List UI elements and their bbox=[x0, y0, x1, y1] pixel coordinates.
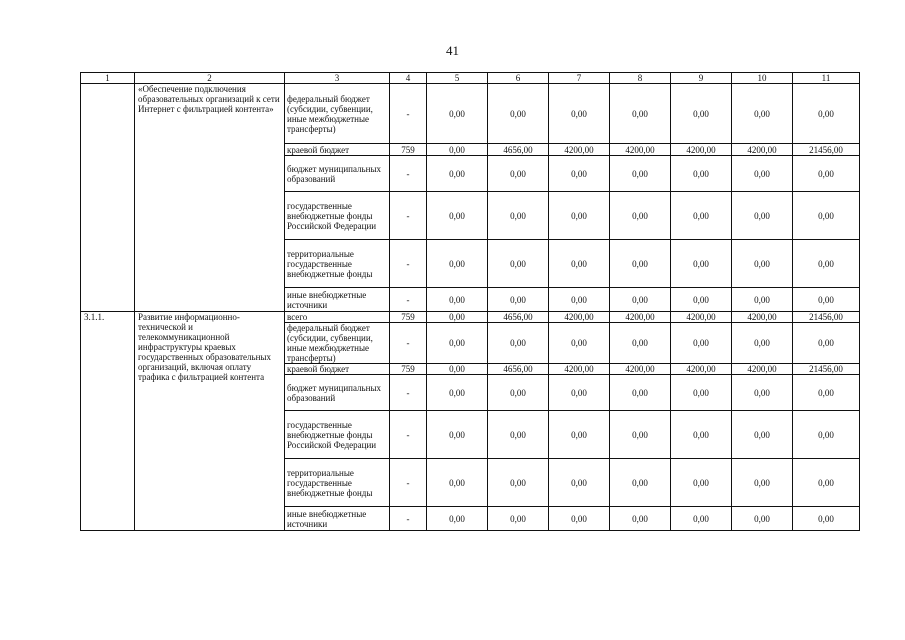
header-cell: 5 bbox=[427, 73, 488, 84]
amount-cell: 0,00 bbox=[488, 323, 549, 364]
header-cell: 6 bbox=[488, 73, 549, 84]
amount-cell: 0,00 bbox=[610, 156, 671, 192]
header-cell: 8 bbox=[610, 73, 671, 84]
funding-source: краевой бюджет bbox=[285, 364, 390, 375]
amount-cell: 4200,00 bbox=[671, 144, 732, 156]
header-row bbox=[81, 73, 860, 84]
amount-cell: 0,00 bbox=[793, 507, 860, 531]
amount-cell: 0,00 bbox=[488, 84, 549, 144]
funding-source: территориальные государственные внебюджетные фонды bbox=[285, 459, 390, 507]
amount-cell: 0,00 bbox=[427, 507, 488, 531]
amount-cell: 0,00 bbox=[427, 312, 488, 323]
header-cell: 10 bbox=[732, 73, 793, 84]
amount-cell: 0,00 bbox=[793, 375, 860, 411]
amount-cell: 4200,00 bbox=[610, 364, 671, 375]
item-code: 3.1.1. bbox=[81, 312, 135, 531]
budget-code-cell: 759 bbox=[390, 144, 427, 156]
amount-cell: 0,00 bbox=[671, 507, 732, 531]
amount-cell: 0,00 bbox=[793, 323, 860, 364]
amount-cell: 0,00 bbox=[610, 240, 671, 288]
amount-cell: 0,00 bbox=[488, 240, 549, 288]
amount-cell: 0,00 bbox=[549, 240, 610, 288]
header-cell: 7 bbox=[549, 73, 610, 84]
amount-cell: 0,00 bbox=[610, 459, 671, 507]
amount-cell: 0,00 bbox=[732, 507, 793, 531]
amount-cell: 0,00 bbox=[793, 240, 860, 288]
budget-code-cell: 759 bbox=[390, 312, 427, 323]
amount-cell: 21456,00 bbox=[793, 144, 860, 156]
header-cell: 4 bbox=[390, 73, 427, 84]
amount-cell: 0,00 bbox=[549, 411, 610, 459]
amount-cell: 0,00 bbox=[671, 156, 732, 192]
amount-cell: 0,00 bbox=[427, 411, 488, 459]
amount-cell: 4200,00 bbox=[549, 312, 610, 323]
item-name: Развитие информационно-технической и телекоммуникационной инфраструктуры краевых государственных образовательных организаций, включая оплату трафика с фильтрацией контента bbox=[135, 312, 285, 531]
header-cell: 9 bbox=[671, 73, 732, 84]
amount-cell: 0,00 bbox=[427, 192, 488, 240]
budget-code-cell: - bbox=[390, 288, 427, 312]
amount-cell: 4656,00 bbox=[488, 364, 549, 375]
amount-cell: 0,00 bbox=[427, 375, 488, 411]
funding-source: иные внебюджетные источники bbox=[285, 507, 390, 531]
amount-cell: 0,00 bbox=[671, 459, 732, 507]
budget-code-cell: - bbox=[390, 375, 427, 411]
funding-source: территориальные государственные внебюджетные фонды bbox=[285, 240, 390, 288]
amount-cell: 0,00 bbox=[732, 84, 793, 144]
amount-cell: 0,00 bbox=[732, 288, 793, 312]
amount-cell: 0,00 bbox=[488, 288, 549, 312]
amount-cell: 0,00 bbox=[793, 459, 860, 507]
amount-cell: 0,00 bbox=[549, 156, 610, 192]
table-row bbox=[81, 84, 860, 144]
amount-cell: 4200,00 bbox=[610, 312, 671, 323]
amount-cell: 4200,00 bbox=[549, 144, 610, 156]
budget-table bbox=[80, 72, 860, 531]
item-code bbox=[81, 84, 135, 312]
amount-cell: 0,00 bbox=[671, 323, 732, 364]
funding-source: федеральный бюджет (субсидии, субвенции, иные межбюджетные трансферты) bbox=[285, 323, 390, 364]
amount-cell: 0,00 bbox=[549, 288, 610, 312]
funding-source: государственные внебюджетные фонды Российской Федерации bbox=[285, 192, 390, 240]
amount-cell: 0,00 bbox=[610, 411, 671, 459]
amount-cell: 0,00 bbox=[671, 288, 732, 312]
amount-cell: 0,00 bbox=[610, 375, 671, 411]
amount-cell: 0,00 bbox=[610, 288, 671, 312]
amount-cell: 0,00 bbox=[488, 507, 549, 531]
amount-cell: 0,00 bbox=[549, 459, 610, 507]
amount-cell: 0,00 bbox=[427, 459, 488, 507]
amount-cell: 4200,00 bbox=[671, 364, 732, 375]
amount-cell: 0,00 bbox=[488, 375, 549, 411]
amount-cell: 0,00 bbox=[549, 507, 610, 531]
amount-cell: 21456,00 bbox=[793, 312, 860, 323]
amount-cell: 0,00 bbox=[427, 84, 488, 144]
amount-cell: 4200,00 bbox=[732, 312, 793, 323]
funding-source: государственные внебюджетные фонды Российской Федерации bbox=[285, 411, 390, 459]
amount-cell: 0,00 bbox=[549, 192, 610, 240]
amount-cell: 0,00 bbox=[732, 192, 793, 240]
amount-cell: 0,00 bbox=[671, 192, 732, 240]
amount-cell: 0,00 bbox=[671, 411, 732, 459]
amount-cell: 0,00 bbox=[732, 323, 793, 364]
funding-source: бюджет муниципальных образований bbox=[285, 375, 390, 411]
amount-cell: 0,00 bbox=[671, 240, 732, 288]
amount-cell: 0,00 bbox=[549, 375, 610, 411]
amount-cell: 0,00 bbox=[549, 323, 610, 364]
amount-cell: 0,00 bbox=[732, 240, 793, 288]
amount-cell: 4656,00 bbox=[488, 144, 549, 156]
amount-cell: 0,00 bbox=[732, 411, 793, 459]
amount-cell: 0,00 bbox=[488, 411, 549, 459]
amount-cell: 0,00 bbox=[732, 375, 793, 411]
header-cell: 1 bbox=[81, 73, 135, 84]
header-cell: 2 bbox=[135, 73, 285, 84]
funding-source: федеральный бюджет (субсидии, субвенции, иные межбюджетные трансферты) bbox=[285, 84, 390, 144]
amount-cell: 0,00 bbox=[427, 364, 488, 375]
amount-cell: 0,00 bbox=[610, 192, 671, 240]
item-name: «Обеспечение подключения образовательных организаций к сети Интернет с фильтрацией контента» bbox=[135, 84, 285, 312]
amount-cell: 0,00 bbox=[610, 323, 671, 364]
budget-code-cell: - bbox=[390, 240, 427, 288]
budget-code-cell: - bbox=[390, 411, 427, 459]
amount-cell: 0,00 bbox=[793, 84, 860, 144]
amount-cell: 0,00 bbox=[427, 288, 488, 312]
budget-code-cell: - bbox=[390, 459, 427, 507]
amount-cell: 0,00 bbox=[427, 144, 488, 156]
amount-cell: 0,00 bbox=[793, 288, 860, 312]
funding-source: краевой бюджет bbox=[285, 144, 390, 156]
amount-cell: 0,00 bbox=[610, 84, 671, 144]
amount-cell: 4200,00 bbox=[732, 364, 793, 375]
page-number: 41 bbox=[446, 43, 459, 58]
amount-cell: 0,00 bbox=[793, 192, 860, 240]
budget-code-cell: - bbox=[390, 323, 427, 364]
amount-cell: 4200,00 bbox=[671, 312, 732, 323]
amount-cell: 0,00 bbox=[488, 192, 549, 240]
amount-cell: 21456,00 bbox=[793, 364, 860, 375]
budget-code-cell: 759 bbox=[390, 364, 427, 375]
budget-code-cell: - bbox=[390, 507, 427, 531]
amount-cell: 0,00 bbox=[793, 156, 860, 192]
funding-source: всего bbox=[285, 312, 390, 323]
budget-code-cell: - bbox=[390, 192, 427, 240]
amount-cell: 0,00 bbox=[671, 375, 732, 411]
amount-cell: 4656,00 bbox=[488, 312, 549, 323]
header-cell: 11 bbox=[793, 73, 860, 84]
amount-cell: 0,00 bbox=[427, 240, 488, 288]
amount-cell: 0,00 bbox=[732, 459, 793, 507]
budget-code-cell: - bbox=[390, 156, 427, 192]
funding-source: иные внебюджетные источники bbox=[285, 288, 390, 312]
budget-code-cell: - bbox=[390, 84, 427, 144]
amount-cell: 0,00 bbox=[427, 156, 488, 192]
header-cell: 3 bbox=[285, 73, 390, 84]
amount-cell: 4200,00 bbox=[549, 364, 610, 375]
amount-cell: 0,00 bbox=[488, 156, 549, 192]
funding-source: бюджет муниципальных образований bbox=[285, 156, 390, 192]
amount-cell: 0,00 bbox=[671, 84, 732, 144]
amount-cell: 0,00 bbox=[427, 323, 488, 364]
amount-cell: 4200,00 bbox=[732, 144, 793, 156]
amount-cell: 4200,00 bbox=[610, 144, 671, 156]
amount-cell: 0,00 bbox=[793, 411, 860, 459]
amount-cell: 0,00 bbox=[732, 156, 793, 192]
amount-cell: 0,00 bbox=[488, 459, 549, 507]
amount-cell: 0,00 bbox=[610, 507, 671, 531]
amount-cell: 0,00 bbox=[549, 84, 610, 144]
table-row bbox=[81, 312, 860, 323]
